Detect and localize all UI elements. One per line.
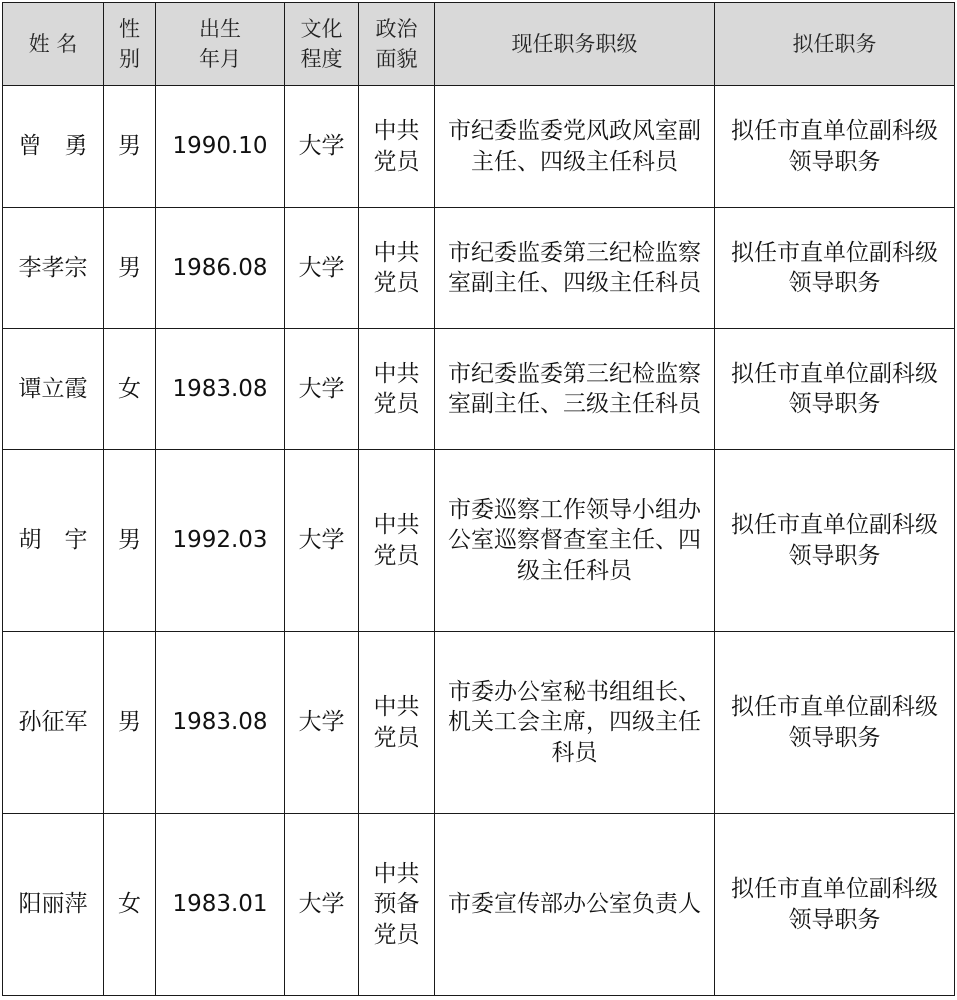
cell-education: 大学 (285, 208, 359, 329)
header-proposed-position (715, 3, 955, 86)
cell-party (359, 208, 435, 329)
cell-party-line: 中共 (373, 860, 420, 887)
cell-name: 曾 勇 (3, 86, 104, 208)
cell-gender: 男 (104, 450, 156, 632)
appointment-table (2, 2, 955, 996)
cell-gender: 男 (104, 208, 156, 329)
cell-birth: 1983.08 (156, 329, 285, 450)
header-education (285, 3, 359, 86)
header-current-position (435, 3, 715, 86)
header-birth-line2: 年月 (199, 47, 241, 71)
cell-proposed-position: 拟任市直单位副科级领导职务 (715, 208, 955, 329)
table-row (3, 86, 955, 208)
cell-current-position: 市纪委监委第三纪检监察室副主任、三级主任科员 (435, 329, 715, 450)
cell-birth: 1992.03 (156, 450, 285, 632)
cell-name: 李孝宗 (3, 208, 104, 329)
cell-party (359, 632, 435, 814)
cell-proposed-position: 拟任市直单位副科级领导职务 (715, 632, 955, 814)
cell-party-line: 中共 (373, 360, 420, 387)
header-birth (156, 3, 285, 86)
cell-party (359, 814, 435, 996)
cell-party-line: 预备 (373, 891, 420, 918)
table-row (3, 208, 955, 329)
header-proposed-position-label: 拟任职务 (792, 32, 877, 56)
cell-party-line: 党员 (373, 724, 420, 751)
cell-name: 胡 宇 (3, 450, 104, 632)
cell-gender: 女 (104, 814, 156, 996)
cell-party-line: 党员 (373, 391, 420, 417)
cell-gender: 男 (104, 632, 156, 814)
cell-current-position: 市委办公室秘书组组长、机关工会主席，四级主任科员 (435, 632, 715, 814)
cell-party (359, 329, 435, 450)
cell-party-line: 中共 (373, 239, 420, 266)
cell-birth: 1983.08 (156, 632, 285, 814)
cell-party (359, 450, 435, 632)
cell-current-position: 市纪委监委党风政风室副主任、四级主任科员 (435, 86, 715, 208)
cell-party-line: 党员 (373, 148, 420, 175)
cell-name: 阳丽萍 (3, 814, 104, 996)
cell-birth: 1990.10 (156, 86, 285, 208)
cell-current-position: 市委巡察工作领导小组办公室巡察督查室主任、四级主任科员 (435, 450, 715, 632)
cell-current-position: 市委宣传部办公室负责人 (435, 814, 715, 996)
cell-gender: 男 (104, 86, 156, 208)
cell-proposed-position: 拟任市直单位副科级领导职务 (715, 450, 955, 632)
header-row (3, 3, 955, 86)
cell-education: 大学 (285, 814, 359, 996)
table-row (3, 814, 955, 996)
cell-party-line: 中共 (373, 694, 420, 720)
header-party (359, 3, 435, 86)
header-gender-line1: 性 (119, 17, 140, 41)
cell-party (359, 86, 435, 208)
header-name-label: 姓 名 (28, 32, 78, 56)
cell-party-line: 党员 (373, 921, 420, 948)
cell-proposed-position: 拟任市直单位副科级领导职务 (715, 814, 955, 996)
cell-birth: 1986.08 (156, 208, 285, 329)
cell-proposed-position: 拟任市直单位副科级领导职务 (715, 86, 955, 208)
cell-education: 大学 (285, 632, 359, 814)
cell-party-line: 中共 (373, 118, 420, 144)
cell-party-line: 中共 (373, 512, 420, 538)
table-row (3, 632, 955, 814)
header-birth-line1: 出生 (199, 17, 241, 41)
header-gender-line2: 别 (119, 47, 140, 71)
cell-education: 大学 (285, 329, 359, 450)
header-party-line2: 面貌 (375, 47, 418, 71)
header-current-position-label: 现任职务职级 (511, 32, 638, 56)
header-party-line1: 政治 (375, 17, 418, 41)
cell-current-position: 市纪委监委第三纪检监察室副主任、四级主任科员 (435, 208, 715, 329)
header-gender (104, 3, 156, 86)
cell-name: 谭立霞 (3, 329, 104, 450)
cell-party-line: 党员 (373, 270, 420, 296)
header-education-line1: 文化 (300, 17, 343, 41)
cell-education: 大学 (285, 86, 359, 208)
cell-birth: 1983.01 (156, 814, 285, 996)
cell-proposed-position: 拟任市直单位副科级领导职务 (715, 329, 955, 450)
header-education-line2: 程度 (300, 47, 343, 71)
cell-name: 孙征军 (3, 632, 104, 814)
cell-education: 大学 (285, 450, 359, 632)
table-row (3, 329, 955, 450)
cell-gender: 女 (104, 329, 156, 450)
table-row (3, 450, 955, 632)
cell-party-line: 党员 (373, 542, 420, 569)
header-name (3, 3, 104, 86)
